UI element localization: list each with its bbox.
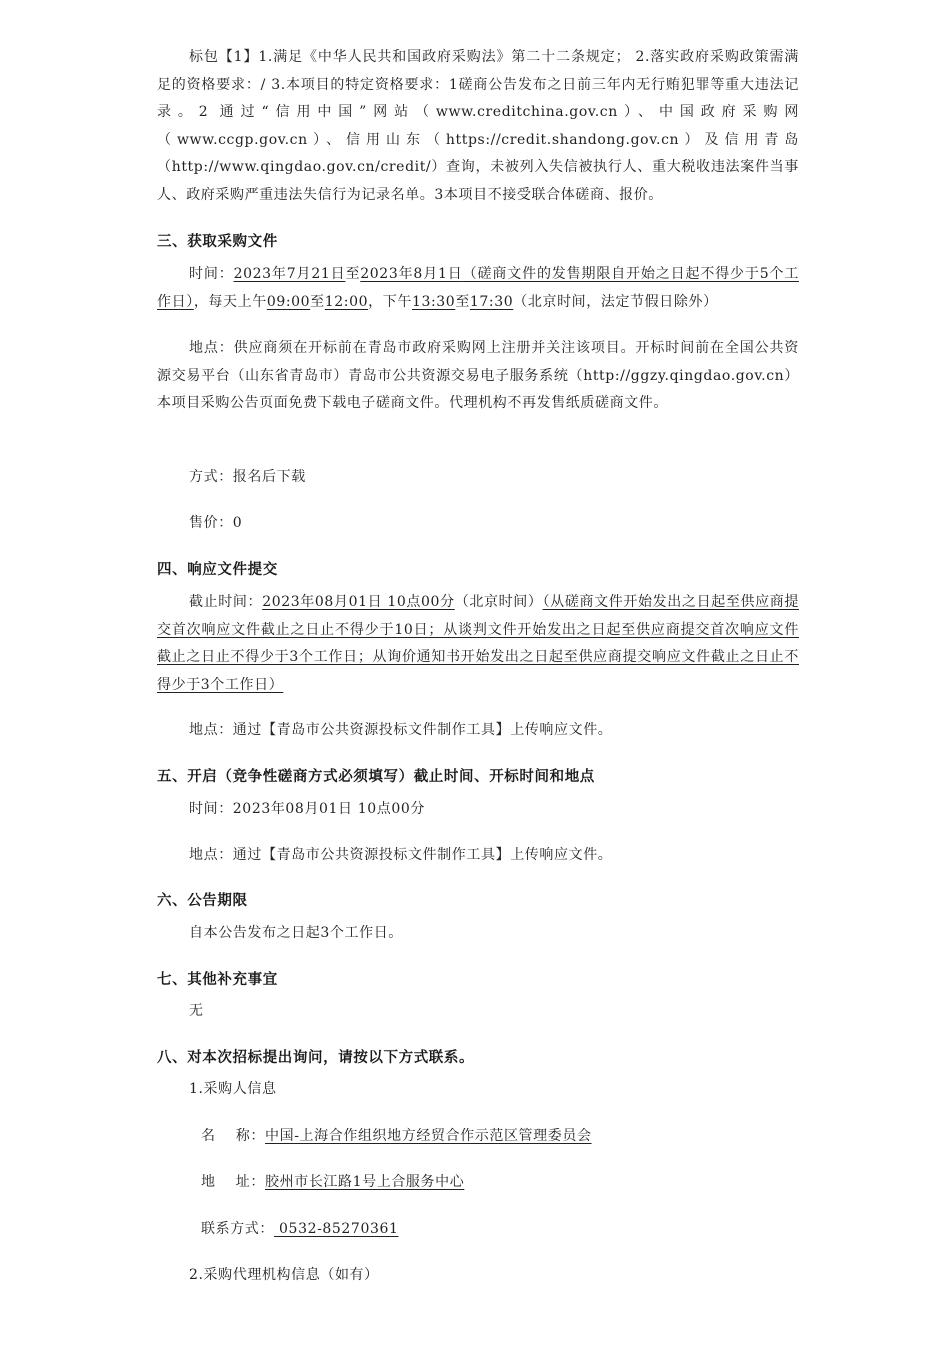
obtain-method: 方式：报名后下载 [189,469,306,485]
announcement-period-text: 自本公告发布之日起3个工作日。 [189,925,403,941]
purchaser-name-value: 中国-上海合作组织地方经贸合作示范区管理委员会 [265,1128,592,1144]
opening-location: 地点：通过【青岛市公共资源投标文件制作工具】上传响应文件。 [189,847,613,863]
obtain-location-paragraph: 地点：供应商须在开标前在青岛市政府采购网上注册并关注该项目。开标时间前在全国公共资源交易平台（山东省青岛市）青岛市公共资源交易电子服务系统（http://ggzy.qingdao.gov.cn）本项目采购公告页面免费下载电子磋商文件。代理机构不再发售纸质磋商文件。 [157,340,799,411]
pm-start: 13:30 [411,293,456,310]
deadline-note: （从磋商文件开始发出之日起至供应商提交首次响应文件截止之日止不得少于10日；从谈判文件开始发出之日起至供应商提交首次响应文件截止之日止不得少于3个工作日；从询价通知书开始发出之日起至供应商提交响应文件截止之日止不得少于3个工作日） [157,594,799,693]
end-date: 2023年8月1日 [360,266,463,282]
purchaser-address-value: 胶州市长江路1号上合服务中心 [265,1174,465,1190]
start-date: 2023年7月21日 [233,266,346,282]
section-heading-obtain-documents: 三、获取采购文件 [157,234,278,250]
deadline-timezone: （北京时间） [454,594,543,610]
submission-location: 地点：通过【青岛市公共资源投标文件制作工具】上传响应文件。 [189,722,613,738]
pm-end: 17:30 [469,293,514,310]
am-start: 09:00 [266,293,311,310]
deadline-label: 截止时间： [189,594,263,610]
to-text: 至 [310,293,325,310]
purchaser-contact-row [201,1218,843,1240]
am-end: 12:00 [324,293,369,310]
pm-prefix: ，下午 [368,293,412,310]
section-heading-response-submission: 四、响应文件提交 [157,562,278,578]
daily-prefix: ，每天上午 [193,293,267,310]
section-heading-other-matters: 七、其他补充事宜 [157,972,278,988]
deadline-value: 2023年08月01日 10点00分 [262,594,455,610]
submission-deadline-paragraph [157,589,799,699]
section-heading-opening: 五、开启（竞争性磋商方式必须填写）截止时间、开标时间和地点 [157,769,595,785]
to-text: 至 [345,266,361,282]
time-label: 时间： [189,266,234,282]
purchaser-contact-value: 0532-85270361 [274,1221,399,1237]
obtain-time-paragraph [157,261,799,316]
agency-info-title: 2.采购代理机构信息（如有） [189,1267,379,1283]
time-suffix: （北京时间，法定节假日除外） [513,293,718,310]
purchaser-info-title: 1.采购人信息 [189,1081,277,1097]
purchaser-address-label: 地 址： [201,1174,266,1190]
section-heading-contact: 八、对本次招标提出询问，请按以下方式联系。 [157,1050,475,1066]
purchaser-name-label: 名 称： [201,1128,266,1144]
document-price: 售价：0 [189,515,243,531]
to-text: 至 [455,293,470,310]
period-note: （磋商文件的发售期限自开始之日起不得少于5个工作日） [157,266,799,310]
section-heading-announcement-period: 六、公告期限 [157,893,248,909]
purchaser-address-row [201,1171,843,1193]
other-matters-text: 无 [189,1003,204,1019]
opening-time: 时间：2023年08月01日 10点00分 [189,801,425,817]
purchaser-name-row [201,1125,843,1147]
qualification-requirements-paragraph: 标包【1】1.满足《中华人民共和国政府采购法》第二十二条规定； 2.落实政府采购政策需满足的资格要求：/ 3.本项目的特定资格要求：1磋商公告发布之日前三年内无行贿犯罪等重大违法记录。2 通过“信用中国”网站（www.creditchina.gov.cn）、中国政府采购网（www.ccgp.gov.cn）、信用山东（https://credit.shandong.gov.cn）及信用青岛（http://www.qingdao.gov.cn/credit/）查询，未被列入失信被执行人、重大税收违法案件当事人、政府采购严重违法失信行为记录名单。3本项目不接受联合体磋商、报价。 [157,49,799,203]
purchaser-contact-label: 联系方式： [201,1221,274,1237]
